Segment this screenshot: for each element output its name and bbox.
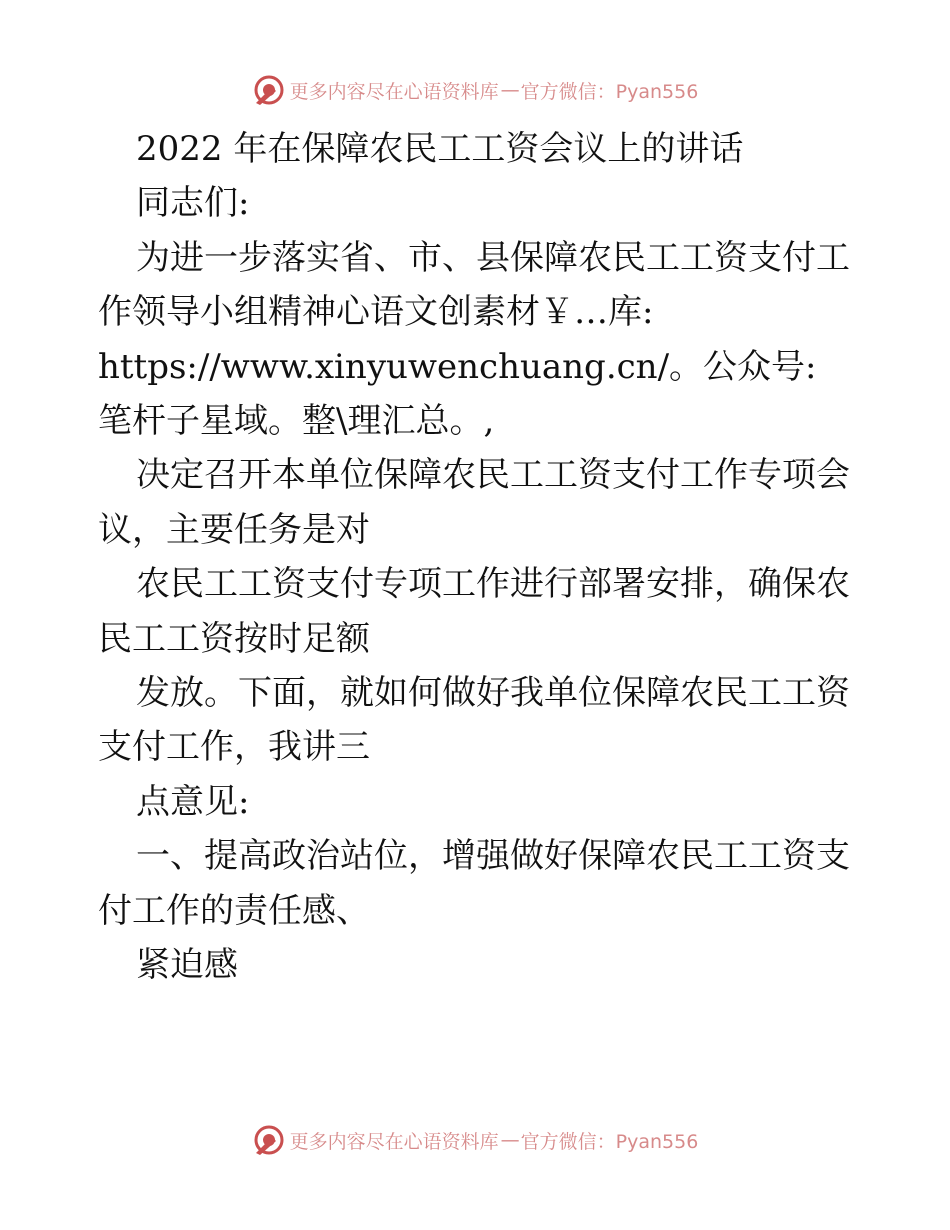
banner-wechat: 官方微信：Pyan556: [520, 80, 699, 103]
banner-wechat: 官方微信：Pyan556: [520, 1130, 699, 1153]
paragraph: 紧迫感: [136, 945, 238, 986]
footer-banner: [0, 1120, 950, 1160]
header-banner: [0, 70, 950, 110]
section-heading: 一、提高政治站位，增强做好保障农民工工资支付工作的责任感、: [98, 836, 850, 931]
paragraph: 决定召开本单位保障农民工工资支付工作专项会议，主要任务是对: [98, 455, 850, 550]
paragraph: 点意见:: [136, 781, 250, 822]
banner-text: 更多内容尽在心语资料库: [289, 1130, 499, 1153]
paragraph: 农民工工资支付专项工作进行部署安排，确保农民工工资按时足额: [98, 564, 850, 659]
document-body: [98, 122, 858, 993]
paragraph: 发放。下面，就如何做好我单位保障农民工工资支付工作，我讲三: [98, 673, 850, 768]
banner-text: 更多内容尽在心语资料库: [289, 80, 499, 103]
paragraph: 为进一步落实省、市、县保障农民工工资支付工作领导小组精神心语文创素材￥…库: https://www.xinyuwenchuang.cn/。公众号: 笔杆子星域。整\理汇总。,: [98, 237, 850, 442]
pen-logo-icon: [252, 73, 286, 107]
banner-separator: —: [500, 1129, 519, 1151]
document-title: 2022 年在保障农民工工资会议上的讲话: [136, 129, 744, 169]
pen-logo-icon: [252, 1123, 286, 1157]
salutation: 同志们:: [136, 183, 250, 224]
banner-separator: —: [500, 79, 519, 101]
